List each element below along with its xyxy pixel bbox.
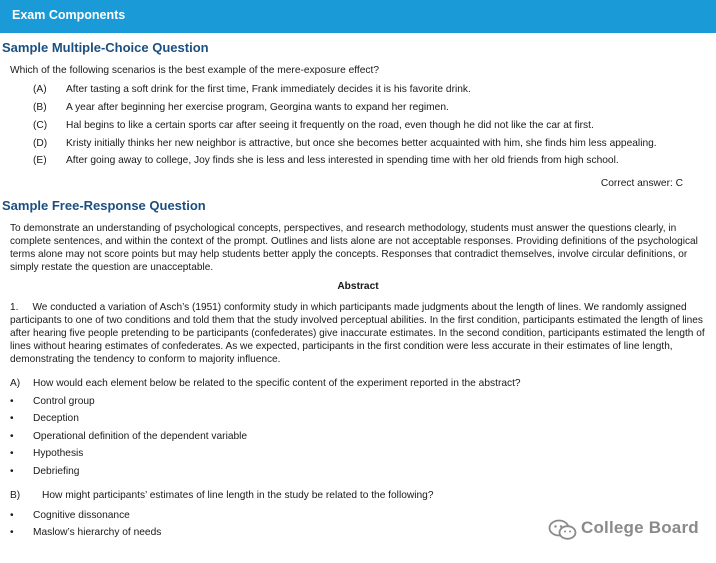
part-a-text: How would each element below be related to the specific content of the experiment reported in the abstract? bbox=[33, 378, 521, 389]
list-item-text: Hypothesis bbox=[33, 448, 84, 459]
mcq-heading: Sample Multiple-Choice Question bbox=[2, 40, 209, 55]
bullet-icon: • bbox=[10, 510, 14, 521]
bullet-icon: • bbox=[10, 431, 14, 442]
option-text: Kristy initially thinks her new neighbor is attractive, but once she becomes better acquainted with him, she finds him less appealing. bbox=[66, 138, 657, 149]
option-letter: (B) bbox=[33, 102, 47, 113]
option-letter: (A) bbox=[33, 84, 47, 95]
option-d bbox=[0, 138, 716, 152]
option-text: A year after beginning her exercise program, Georgina wants to expand her regimen. bbox=[66, 102, 449, 113]
bullet-icon: • bbox=[10, 466, 14, 477]
abstract-text: 1. We conducted a variation of Asch’s (1951) conformity study in which participants made judgments about the length of lines. We randomly assigned participants to one of two conditions and told them that the study involved perceptual abilities. In the first condition, participants estimated the length of lines after hearing five people pretending to be participants (confederates) give inaccurate estimates. In the second condition, participants estimated the length of lines without hearing estimates of confederates. As we expected, participants in the first condition were less accurate in their estimates of line length, demonstrating the tendency to conform to majority influence. bbox=[10, 302, 708, 365]
option-letter: (C) bbox=[33, 120, 48, 131]
list-item-text: Deception bbox=[33, 413, 79, 424]
part-b-text: How might participants’ estimates of line length in the study be related to the following? bbox=[42, 490, 434, 501]
correct-answer: Correct answer: C bbox=[600, 178, 683, 189]
list-item-text: Control group bbox=[33, 396, 95, 407]
option-text: Hal begins to like a certain sports car after seeing it frequently on the road, even though he did not like the car at first. bbox=[66, 120, 594, 131]
list-item-text: Debriefing bbox=[33, 466, 80, 477]
mcq-question: Which of the following scenarios is the best example of the mere-exposure effect? bbox=[10, 65, 380, 76]
part-b-label: B) bbox=[10, 490, 21, 501]
list-item-text: Cognitive dissonance bbox=[33, 510, 130, 521]
header-banner bbox=[0, 0, 716, 33]
abstract-title: Abstract bbox=[337, 281, 379, 292]
bullet-icon: • bbox=[10, 413, 14, 424]
option-c bbox=[0, 120, 716, 134]
list-item-text: Maslow’s hierarchy of needs bbox=[33, 527, 162, 538]
bullet-icon: • bbox=[10, 448, 14, 459]
bullet-icon: • bbox=[10, 396, 14, 407]
option-a bbox=[0, 84, 716, 98]
wechat-icon bbox=[548, 519, 578, 541]
option-text: After going away to college, Joy finds she is less and less interested in spending time with her old friends from high school. bbox=[66, 155, 619, 166]
frq-heading: Sample Free-Response Question bbox=[2, 198, 206, 213]
option-letter: (D) bbox=[33, 138, 48, 149]
frq-instructions: To demonstrate an understanding of psychological concepts, perspectives, and research methodology, students must answer the questions clearly, in complete sentences, and within the context of the prompt. Outlines and lists alone are not acceptable responses. Providing definitions of the psychological terms alone may not score points but may help students better apply the concepts. Responses that contradict themselves, involve circular definitions, or simply restate the question are unacceptable. bbox=[10, 223, 698, 273]
option-text: After tasting a soft drink for the first time, Frank immediately decides it is his favorite drink. bbox=[66, 84, 471, 95]
bullet-icon: • bbox=[10, 527, 14, 538]
list-item-text: Operational definition of the dependent variable bbox=[33, 431, 248, 442]
option-letter: (E) bbox=[33, 155, 47, 166]
banner-title: Exam Components bbox=[12, 8, 126, 22]
watermark-text: College Board bbox=[581, 518, 699, 537]
option-b bbox=[0, 102, 716, 116]
option-e bbox=[0, 155, 716, 169]
part-a-label: A) bbox=[10, 378, 21, 389]
